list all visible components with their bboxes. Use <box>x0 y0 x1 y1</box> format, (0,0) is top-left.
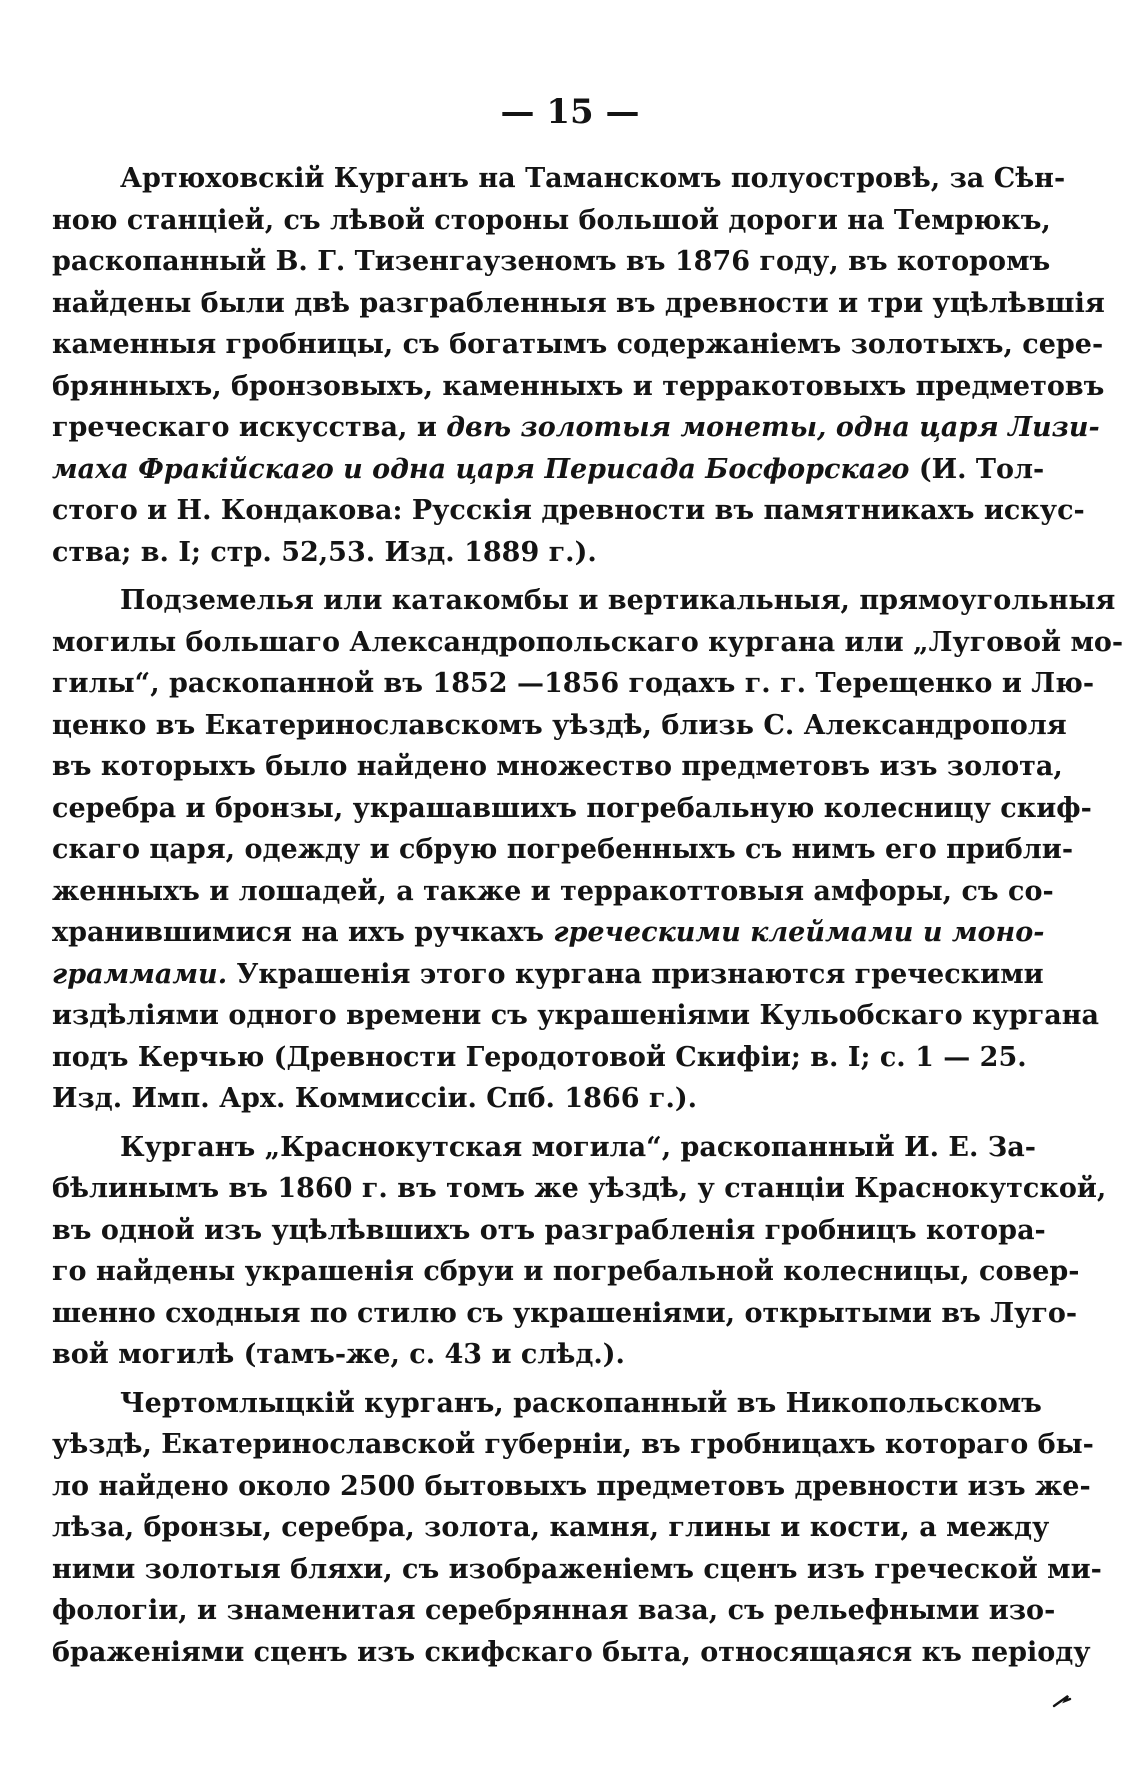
emphasis-text: греческими клеймами и моно- <box>553 917 1045 948</box>
text-segment: (И. Тол- <box>909 453 1045 485</box>
text-segment: Курганъ „Краснокутская могила“, раскопанный И. Е. За- <box>120 1131 1036 1163</box>
text-line <box>52 407 1100 449</box>
pen-stroke-icon <box>1052 1690 1072 1710</box>
text-line <box>52 829 1074 871</box>
text-line <box>52 705 1067 747</box>
text-line <box>52 1251 1080 1293</box>
emphasis-text: маха Фракійскаго и одна царя Перисада Босфорскаго <box>52 453 910 485</box>
text-line <box>52 1168 1107 1210</box>
text-line <box>52 1424 1094 1466</box>
text-line <box>52 1632 1091 1674</box>
text-segment: подъ Керчью (Древности Геродотовой Скифіи; в. I; с. 1 — 25. <box>52 1041 1027 1073</box>
text-segment: могилы большаго Александропольскаго кургана или „Луговой мо- <box>52 626 1124 658</box>
text-segment: Подземелья или катакомбы и вертикальныя, прямоугольныя <box>120 585 1116 616</box>
text-segment: Артюховскій Курганъ на Таманскомъ полуостровѣ, за Сѣн- <box>120 163 1066 194</box>
text-segment: раскопанный В. Г. Тизенгаузеномъ въ 1876 году, въ которомъ <box>52 246 1051 277</box>
text-segment: ства; в. I; стр. 52,53. Изд. 1889 г.). <box>52 536 597 568</box>
text-segment: въ которыхъ было найдено множество предметовъ изъ золота, <box>52 751 1063 782</box>
paragraph <box>52 1383 1102 1674</box>
text-segment: ними золотыя бляхи, съ изображеніемъ сценъ изъ греческой ми- <box>52 1553 1102 1585</box>
text-segment: фологіи, и знаменитая серебрянная ваза, съ рельефными изо- <box>52 1595 1056 1626</box>
paragraph <box>52 1127 1107 1376</box>
text-segment: ценко въ Екатеринославскомъ уѣздѣ, близь С. Александрополя <box>52 709 1067 741</box>
text-segment: въ одной изъ уцѣлѣвшихъ отъ разграбленія гробницъ котора- <box>52 1214 1046 1246</box>
text-line <box>52 580 1116 622</box>
text-line <box>52 871 1054 913</box>
text-segment: Изд. Имп. Арх. Коммиссіи. Спб. 1866 г.). <box>52 1083 698 1114</box>
text-line <box>52 954 1044 996</box>
text-segment: женныхъ и лошадей, а также и терракоттовыя амфоры, съ со- <box>52 875 1054 907</box>
text-line <box>52 1466 1091 1508</box>
body-text <box>52 158 1124 1680</box>
text-line <box>52 532 1012 574</box>
text-line <box>52 158 1066 200</box>
text-segment: го найдены украшенія сбруи и погребальной колесницы, совер- <box>52 1256 1080 1287</box>
text-segment: стого и Н. Кондакова: Русскія древности въ памятникахъ искус- <box>52 495 1085 526</box>
text-line <box>52 1590 1056 1632</box>
text-segment: шенно сходныя по стилю съ украшеніями, открытыми въ Луго- <box>52 1297 1078 1329</box>
text-segment: лѣза, бронзы, серебра, золота, камня, глины и кости, а между <box>52 1512 1050 1543</box>
text-line <box>52 995 1100 1037</box>
text-line <box>52 1334 1012 1376</box>
text-segment: скаго царя, одежду и сбрую погребенныхъ съ нимъ его прибли- <box>52 834 1074 865</box>
text-segment: брянныхъ, бронзовыхъ, каменныхъ и терракотовыхъ предметовъ <box>52 370 1105 402</box>
text-segment: бѣлинымъ въ 1860 г. въ томъ же уѣздѣ, у станціи Краснокутской, <box>52 1173 1107 1204</box>
text-line <box>52 366 1105 408</box>
text-segment: серебра и бронзы, украшавшихъ погребальную колесницу скиф- <box>52 792 1092 824</box>
paragraph <box>52 580 1124 1120</box>
text-line <box>52 283 1105 325</box>
text-line <box>52 622 1124 664</box>
text-segment: уѣздѣ, Екатеринославской губерніи, въ гробницахъ котораго бы- <box>52 1429 1094 1460</box>
text-line <box>52 663 1095 705</box>
text-segment: вой могилѣ (тамъ-же, с. 43 и слѣд.). <box>52 1339 625 1370</box>
emphasis-text: граммами. <box>52 958 228 990</box>
text-line <box>52 241 1051 283</box>
text-line <box>52 912 1045 954</box>
text-segment: издѣліями одного времени съ украшеніями Кульобскаго кургана <box>52 1000 1100 1031</box>
text-line <box>52 1037 1027 1079</box>
text-segment: Чертомлыцкій курганъ, раскопанный въ Никопольскомъ <box>120 1387 1042 1419</box>
text-line <box>52 200 1051 242</box>
paragraph <box>52 158 1105 573</box>
text-segment: найдены были двѣ разграбленныя въ древности и три уцѣлѣвшія <box>52 287 1105 319</box>
text-segment: Украшенія этого кургана признаются греческими <box>227 958 1044 990</box>
text-line <box>52 1549 1102 1591</box>
text-line <box>52 746 1063 788</box>
text-segment: браженіями сценъ изъ скифскаго быта, относящаяся къ періоду <box>52 1636 1091 1668</box>
text-line <box>52 490 1085 532</box>
text-segment: гилы“, раскопанной въ 1852 —1856 годахъ г. г. Терещенко и Лю- <box>52 668 1095 699</box>
page-number: — 15 — <box>500 92 640 132</box>
text-line <box>52 324 1104 366</box>
emphasis-text: двѣ золотыя монеты, одна царя Лизи- <box>446 412 1100 443</box>
text-line <box>52 1383 1042 1425</box>
text-segment: греческаго искусства, и <box>52 412 447 443</box>
text-segment: ною станціей, съ лѣвой стороны большой дороги на Темрюкъ, <box>52 204 1051 236</box>
text-line <box>52 1293 1078 1335</box>
text-segment: ло найдено около 2500 бытовыхъ предметовъ древности изъ же- <box>52 1470 1091 1502</box>
text-line <box>52 788 1092 830</box>
text-line <box>52 449 1045 491</box>
text-segment: хранившимися на ихъ ручкахъ <box>52 917 554 948</box>
text-segment: каменныя гробницы, съ богатымъ содержаніемъ золотыхъ, сере- <box>52 329 1104 360</box>
text-line <box>52 1127 1036 1169</box>
text-line <box>52 1507 1050 1549</box>
text-line <box>52 1210 1046 1252</box>
text-line <box>52 1078 1012 1120</box>
